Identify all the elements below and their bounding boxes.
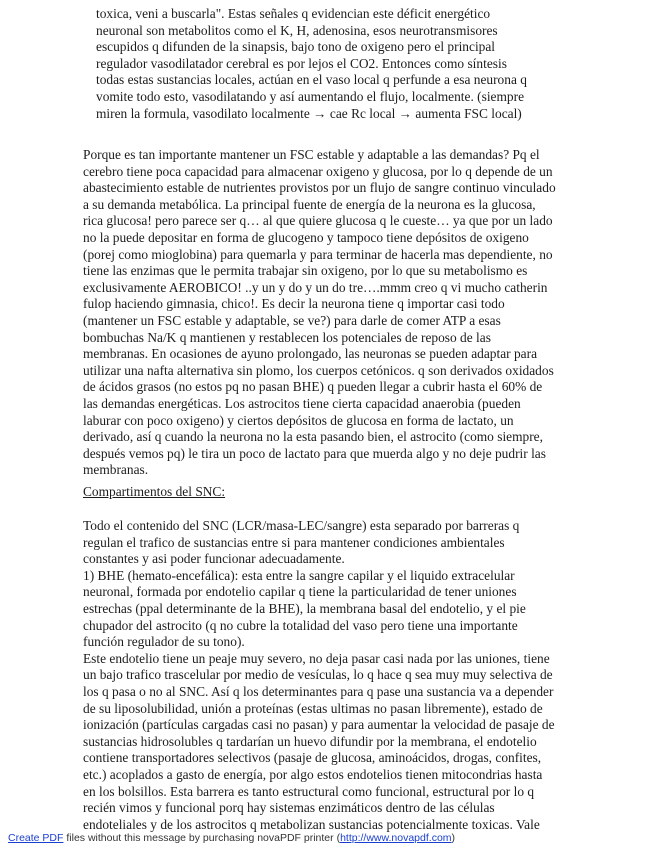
text-line: escupidos q difunden de la sinapsis, bajo tono de oxigeno pero el principal [96, 39, 496, 55]
text-line: de su liposolubilidad, unión a proteínas (estas ultimas no pasan libremente), estado de [83, 700, 543, 716]
text-line: de ácidos grasos (no estos pq no pasan BHE) q pueden llegar a cubrir hasta el 60% de [83, 379, 543, 395]
text-line: neuronal, formada por endotelio capilar q tiene la particularidad de tener uniones [83, 584, 517, 600]
section-heading [83, 484, 225, 501]
paragraph-fsc-importance [83, 147, 556, 479]
text-line: miren la formula, vasodilato localmente → cae Rc local → aumenta FSC local) [96, 105, 522, 121]
text-line: a su demanda metabólica. La principal fuente de energía de la neurona es la glucosa, [83, 196, 536, 212]
heading-text: Compartimentos del SNC: [83, 484, 226, 499]
text-line: cerebro tiene poca capacidad para almacenar oxigeno y glucosa, por lo q depende de un [83, 163, 553, 179]
text-line: Todo el contenido del SNC (LCR/masa-LEC/sangre) esta separado por barreras q [83, 518, 520, 533]
text-line: fulop haciendo gimnasia, chico!. Es decir la neurona tiene q importar casi todo [83, 296, 505, 312]
text-line: (porej como mioglobina) para quemarla y para terminar de hacerla mas dependiente, no [83, 246, 553, 262]
text-line: vomite todo esto, vasodilatando y así aumentando el flujo, localmente. (siempre [96, 88, 525, 104]
text-line: membranas. [83, 462, 149, 478]
text-line: recién vimos y funcional porq hay sistemas enzimáticos dentro de las células [83, 800, 495, 816]
text-line: función regulador de su tono). [83, 634, 245, 650]
text-line: derivado, así q cuando la neurona no la esta pasando bien, el astrocito (como siempre, [83, 429, 543, 445]
text-line: todas estas sustancias locales, actúan en el vaso local q perfunde a esa neurona q [96, 72, 527, 88]
text-line: sustancias hidrosolubles q tardarían un huevo difundir por la membrana, el endotelio [83, 733, 537, 749]
text-line: los q pasa o no al SNC. Así q los determinantes para q pase una sustancia va a depender [83, 683, 554, 699]
paragraph-snc-compartments [83, 518, 555, 833]
text-line: un bajo trafico trascelular por medio de vesículas, lo q hace q sea muy muy selectiva de [83, 667, 553, 683]
pdf-footer-notice [8, 832, 455, 844]
text-line: utilizar una nafta alternativa sin plomo, los cuerpos cetónicos. q son derivados oxidados [83, 362, 554, 378]
novapdf-link[interactable]: http://www.novapdf.com [340, 832, 452, 844]
text-line: en los bolsillos. Esta barrera es tanto estructural como funcional, estructural por lo q [83, 783, 535, 799]
text-line: las demandas energéticas. Los astrocitos tiene cierta capacidad anaerobia (pueden [83, 395, 521, 411]
text-line: Este endotelio tiene un peaje muy severo, no deja pasar casi nada por las uniones, tiene [83, 650, 550, 666]
text-line: después vemos pq) le tira un poco de lactato para que muerda algo y no deje pudrir las [83, 445, 546, 461]
footer-text: files without this message by purchasing novaPDF printer ( [63, 832, 341, 844]
text-line: regulan el trafico de sustancias entre si para mantener condiciones ambientales [83, 534, 505, 550]
text-line: regulador vasodilatador cerebral es por lejos el CO2. Entonces como síntesis [96, 55, 507, 71]
text-line: laburar con poco oxigeno) y ciertos depósitos de glucosa en forma de lactato, un [83, 412, 514, 428]
text-line: abastecimiento estable de nutrientes provistos por un flujo de sangre continuo vinculado [83, 180, 556, 196]
paragraph-vasodilation [96, 6, 527, 122]
text-line: tiene las enzimas que le permita trabajar sin oxigeno, por lo que su metabolismo es [83, 263, 528, 279]
create-pdf-link[interactable]: Create PDF [8, 832, 64, 844]
text-line: 1) BHE (hemato-encefálica): esta entre la sangre capilar y el liquido extracelular [83, 567, 515, 583]
text-line: etc.) acoplados a gasto de energía, por algo estos endotelios tienen mitocondrias hasta [83, 766, 543, 782]
text-line: chupador del astrocito (q no cubre la totalidad del vaso pero tiene una importante [83, 617, 518, 633]
text-line: contiene transportadores selectivos (pasaje de glucosa, aminoácidos, drogas, confites, [83, 750, 542, 766]
text-line: toxica, veni a buscarla". Estas señales q evidencian este déficit energético [96, 6, 491, 21]
text-line: Porque es tan importante mantener un FSC estable y adaptable a las demandas? Pq el [83, 147, 540, 162]
text-line: (mantener un FSC estable y adaptable, se ve?) para darle de comer ATP a esas [83, 312, 501, 328]
text-line: endoteliales y de los astrocitos q metabolizan sustancias potencialmente toxicas. Vale [83, 816, 540, 832]
text-line: estrechas (ppal determinante de la BHE), la membrana basal del endotelio, y el pie [83, 600, 526, 616]
text-line: exclusivamente AEROBICO! ..y un y do y un do tre….mmm creo q vi mucho catherin [83, 279, 548, 295]
text-line: no la puede depositar en forma de glucogeno y tampoco tiene depósitos de oxigeno [83, 229, 529, 245]
text-line: constantes y asi poder funcionar adecuadamente. [83, 551, 345, 567]
footer-suffix: ) [451, 832, 456, 844]
text-line: neuronal son metabolitos como el K, H, adenosina, esos neurotransmisores [96, 22, 498, 38]
text-line: ionización (partículas cargadas casi no pasan) y para aumentar la velocidad de pasaje de [83, 717, 555, 733]
text-line: rica glucosa! pero parece ser q… al que quiere glucosa q le cueste… ya que por un lado [83, 213, 553, 229]
text-line: membranas. En ocasiones de ayuno prolongado, las neuronas se pueden adaptar para [83, 346, 538, 362]
text-line: bombuchas Na/K q mantienen y restablecen los potenciales de reposo de las [83, 329, 491, 345]
